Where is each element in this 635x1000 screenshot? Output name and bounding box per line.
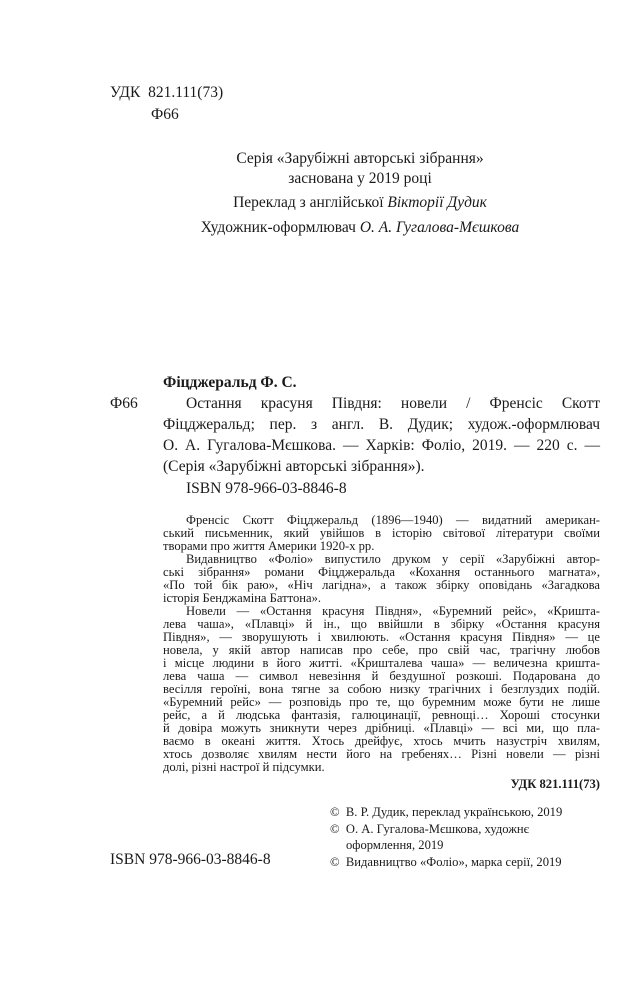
annotation-line: Півдня», — зворушують і хвилюють. «Остання красуня Півдня» — це [163, 630, 600, 644]
translator-name: Вікторії Дудик [387, 194, 487, 211]
annotation-line: ські зібрання» романи Фіцджеральда «Кохання останнього магната», [163, 565, 600, 579]
record-author: Фіцджеральд Ф. С. [163, 374, 297, 391]
annotation-line: ський письменник, який увійшов в історію світової літератури своїми [163, 526, 600, 540]
annotation-line: історія Бенджаміна Баттона». [163, 591, 322, 605]
copyright-symbol: © [330, 805, 340, 819]
copyright-item: В. Р. Дудик, переклад українською, 2019 [345, 805, 563, 819]
record-line: Фіцджеральд; пер. з англ. В. Дудик; худож.-оформлювач [163, 416, 600, 433]
isbn-footer: ISBN 978-966-03-8846-8 [110, 851, 271, 868]
record-line: О. А. Гугалова-Мєшкова. — Харків: Фоліо, 2019. — 220 с. — [163, 437, 600, 454]
udk-label: УДК [110, 84, 141, 101]
annotation-line: лева чаша», «Плавці» й ін., що ввійшли в збірку «Остання красуня [163, 617, 600, 631]
series-line-1: Серія «Зарубіжні авторські зібрання» [236, 150, 484, 167]
udk-footer: УДК 821.111(73) [510, 777, 600, 791]
translation-credit [0, 194, 635, 212]
annotation-line: «По той бік раю», «Ніч лагідна», а також збірку оповідань «Загадкова [163, 578, 600, 592]
copyright-item: Видавництво «Фоліо», марка серії, 2019 [345, 855, 562, 869]
record-line: Остання красуня Півдня: новели / Френсіс Скотт [186, 395, 600, 412]
artist-name: О. А. Гугалова-Мєшкова [359, 219, 520, 236]
record-isbn: ISBN 978-966-03-8846-8 [186, 480, 347, 497]
artist-credit [0, 219, 635, 237]
copyright-symbol: © [330, 855, 340, 869]
copyright-symbol: © [330, 822, 340, 836]
annotation-line: творами про життя Америки 1920-х рр. [163, 539, 375, 553]
copyright-item: оформлення, 2019 [346, 838, 444, 852]
translation-prefix: Переклад з англійської [233, 194, 384, 211]
annotation-line: Видавництво «Фоліо» випустило друком у серії «Зарубіжні автор- [186, 552, 600, 566]
annotation-line: хтось дозволяє хвилям нести його на гребенях… Різні новели — різні [163, 747, 600, 761]
udk-header [110, 84, 223, 102]
annotation-line: весілля героїні, вона тягне за собою низку трагічних і безглуздих подій. [163, 682, 600, 696]
record-index: Ф66 [110, 395, 138, 412]
annotation-line: рейс, а й людська фантазія, галюцинації, ревнощі… Хороші стосунки [163, 708, 600, 722]
annotation-line: Френсіс Скотт Фіцджеральд (1896—1940) — видатний американ- [186, 513, 600, 527]
record-line: (Серія «Зарубіжні авторські зібрання»). [163, 458, 425, 475]
series-line-2: заснована у 2019 році [288, 170, 432, 187]
annotation-line: лева чаша — символ невезіння й бездушної розкоші. Подарована до [163, 669, 600, 683]
annotation-line: долі, різні настрої й підсумки. [163, 760, 325, 774]
annotation-line: Новели — «Остання красуня Півдня», «Буремний рейс», «Кришта- [186, 604, 600, 618]
annotation-line: й довіра можуть зникнути через дрібниці. «Плавці» — всі ми, що пла- [163, 721, 600, 735]
annotation-line: ваємо в океані життя. Хтось дрейфує, хтось мчить назустріч хвилям, [163, 734, 600, 748]
artist-prefix: Художник-оформлювач [200, 219, 356, 236]
annotation-line: «Буремний рейс» — розповідь про те, що буремним може бути не лише [163, 695, 600, 709]
annotation-line: новела, у якій автор написав про себе, про свій час, трагічну любов [163, 643, 600, 657]
annotation-line: і місце людини в його житті. «Кришталева чаша» — величезна кришта- [163, 656, 600, 670]
author-index: Ф66 [151, 106, 179, 123]
udk-code: 821.111(73) [148, 84, 224, 101]
copyright-item: О. А. Гугалова-Мєшкова, художнє [345, 822, 530, 836]
